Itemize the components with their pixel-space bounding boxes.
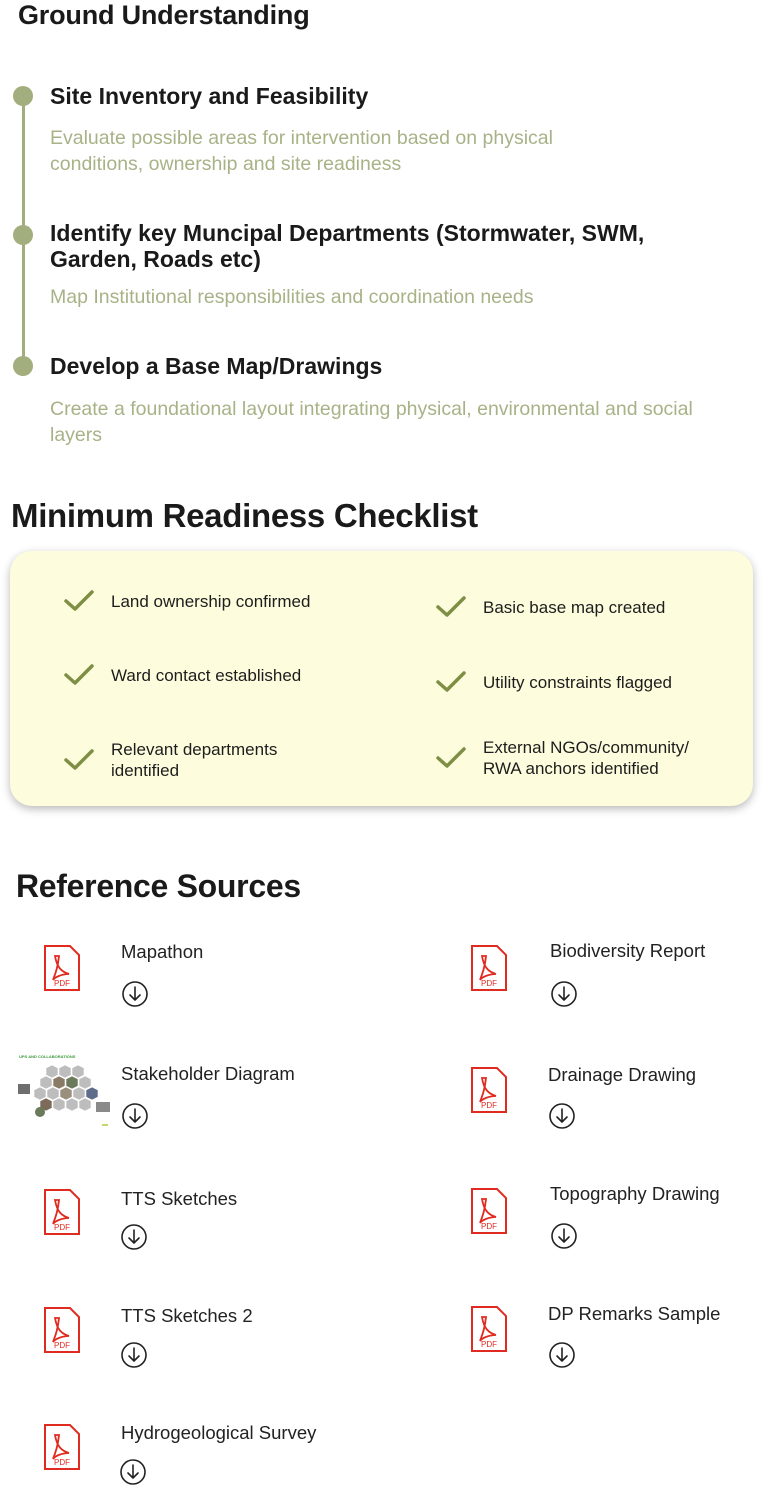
download-icon[interactable]: [551, 1223, 577, 1249]
checklist-item: [435, 737, 723, 779]
checklist-item-label: Ward contact established: [111, 665, 302, 685]
svg-text:UPS AND COLLABORATIONS: UPS AND COLLABORATIONS: [19, 1054, 76, 1059]
download-icon[interactable]: [551, 981, 577, 1007]
reference-label[interactable]: Biodiversity Report: [550, 940, 706, 961]
reference-label[interactable]: Topography Drawing: [550, 1183, 720, 1204]
svg-text:PDF: PDF: [54, 979, 70, 988]
pdf-file-icon[interactable]: [469, 1187, 509, 1235]
pdf-file-icon[interactable]: [469, 944, 509, 992]
step-title: Site Inventory and Feasibility: [50, 83, 369, 109]
download-icon[interactable]: [121, 1342, 147, 1368]
section-title-reference-sources: Reference Sources: [16, 868, 301, 904]
checkmark-icon: [63, 589, 95, 613]
pdf-file-icon[interactable]: [42, 1306, 82, 1354]
checklist-item-label: Relevant departments identified: [111, 740, 278, 780]
download-icon[interactable]: [549, 1342, 575, 1368]
checkmark-icon: [435, 595, 467, 619]
reference-label[interactable]: Stakeholder Diagram: [121, 1063, 295, 1084]
readiness-checklist-card: [10, 551, 753, 806]
section-title-ground-understanding: Ground Understanding: [18, 0, 310, 30]
download-icon[interactable]: [120, 1459, 146, 1485]
svg-text:PDF: PDF: [54, 1341, 70, 1350]
checkmark-icon: [435, 670, 467, 694]
checklist-item-label: Utility constraints flagged: [483, 672, 672, 692]
step-description: Evaluate possible areas for intervention based on physical conditions, ownership and site readiness: [50, 127, 553, 175]
checklist-item: [63, 589, 310, 613]
download-icon[interactable]: [121, 1224, 147, 1250]
reference-label[interactable]: TTS Sketches: [121, 1188, 238, 1209]
reference-label[interactable]: Drainage Drawing: [548, 1064, 697, 1085]
section-title-readiness-checklist: Minimum Readiness Checklist: [11, 497, 478, 534]
checklist-item: [435, 595, 665, 619]
svg-text:PDF: PDF: [54, 1223, 70, 1232]
step-title: Identify key Muncipal Departments (Stormwater, SWM, Garden, Roads etc): [50, 220, 645, 272]
pdf-file-icon[interactable]: [469, 1305, 509, 1353]
step-description: Create a foundational layout integrating physical, environmental and social layers: [50, 398, 693, 446]
checklist-item: [63, 663, 301, 687]
reference-label[interactable]: TTS Sketches 2: [121, 1305, 253, 1326]
stakeholder-diagram-thumbnail[interactable]: [16, 1052, 112, 1128]
svg-text:PDF: PDF: [481, 979, 497, 988]
checklist-item: [63, 739, 321, 781]
download-icon[interactable]: [122, 981, 148, 1007]
pdf-file-icon[interactable]: [469, 1066, 509, 1114]
reference-label[interactable]: Mapathon: [121, 941, 204, 962]
timeline-dot: [13, 86, 33, 106]
checkmark-icon: [435, 746, 467, 770]
pdf-file-icon[interactable]: [42, 944, 82, 992]
timeline-dot: [13, 356, 33, 376]
svg-text:PDF: PDF: [481, 1340, 497, 1349]
checklist-item-label: Land ownership confirmed: [111, 591, 311, 611]
svg-text:PDF: PDF: [481, 1222, 497, 1231]
svg-text:PDF: PDF: [481, 1101, 497, 1110]
step-title: Develop a Base Map/Drawings: [50, 353, 383, 379]
timeline-dot: [13, 225, 33, 245]
reference-label[interactable]: Hydrogeological Survey: [121, 1422, 317, 1443]
checkmark-icon: [63, 663, 95, 687]
checklist-item-label: External NGOs/community/ RWA anchors identified: [483, 738, 689, 778]
checkmark-icon: [63, 748, 95, 772]
download-icon[interactable]: [549, 1103, 575, 1129]
reference-label[interactable]: DP Remarks Sample: [548, 1303, 721, 1324]
pdf-file-icon[interactable]: [42, 1188, 82, 1236]
step-description: Map Institutional responsibilities and coordination needs: [50, 286, 534, 308]
pdf-file-icon[interactable]: [42, 1423, 82, 1471]
svg-text:PDF: PDF: [54, 1458, 70, 1467]
checklist-item-label: Basic base map created: [483, 597, 666, 617]
checklist-item: [435, 670, 672, 694]
download-icon[interactable]: [122, 1103, 148, 1129]
